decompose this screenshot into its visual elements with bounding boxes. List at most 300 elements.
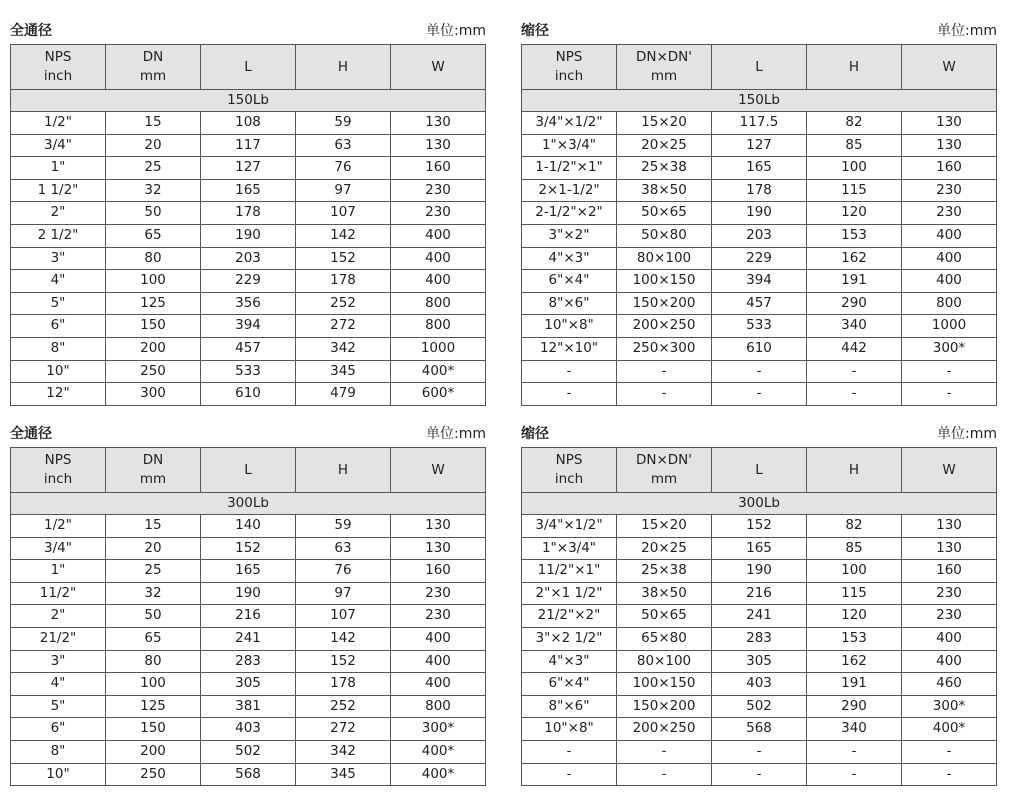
table-row <box>522 157 997 180</box>
header-row <box>522 45 997 90</box>
cell-l: 190 <box>201 224 296 247</box>
cell-h: - <box>807 740 902 763</box>
cell-l: 283 <box>201 650 296 673</box>
cell-w: 400 <box>391 627 486 650</box>
cell-nps: 3/4"×1/2" <box>522 112 617 135</box>
header-line-1: DN×DN' <box>635 49 692 65</box>
cell-dn: 32 <box>106 179 201 202</box>
cell-h: 100 <box>807 157 902 180</box>
header-line-1: L <box>244 58 252 75</box>
cell-l: 216 <box>712 582 807 605</box>
cell-l: 178 <box>712 179 807 202</box>
cell-l: 140 <box>201 515 296 538</box>
table-row <box>11 740 486 763</box>
cell-h: 162 <box>807 247 902 270</box>
cell-nps: 4" <box>11 270 106 293</box>
cell-dn: - <box>617 740 712 763</box>
cell-w: 400* <box>391 763 486 786</box>
cell-dn: 38×50 <box>617 179 712 202</box>
table-row <box>522 360 997 383</box>
table-row <box>11 270 486 293</box>
table-row <box>11 673 486 696</box>
cell-nps: 3"×2 1/2" <box>522 627 617 650</box>
cell-w: 400* <box>902 718 997 741</box>
cell-h: 142 <box>296 627 391 650</box>
cell-dn: 125 <box>106 695 201 718</box>
cell-dn: 80×100 <box>617 247 712 270</box>
cell-nps: 6" <box>11 718 106 741</box>
cell-h: 153 <box>807 627 902 650</box>
table-row <box>11 560 486 583</box>
cell-nps: 2 1/2" <box>11 224 106 247</box>
cell-nps: 1" <box>11 157 106 180</box>
reduced-bore-150lb-section <box>521 20 997 402</box>
header-line-2: inch <box>554 471 584 487</box>
cell-h: 345 <box>296 360 391 383</box>
cell-l: 190 <box>712 560 807 583</box>
cell-dn: 50×65 <box>617 605 712 628</box>
cell-l: 165 <box>201 560 296 583</box>
cell-nps: 3/4" <box>11 134 106 157</box>
cell-w: 230 <box>902 605 997 628</box>
cell-dn: 25×38 <box>617 560 712 583</box>
cell-nps: 1-1/2"×1" <box>522 157 617 180</box>
cell-nps: 5" <box>11 695 106 718</box>
cell-w: 400 <box>391 247 486 270</box>
cell-l: 394 <box>201 315 296 338</box>
cell-h: 442 <box>807 337 902 360</box>
full-bore-300lb-section <box>10 423 486 782</box>
spec-table <box>10 44 486 406</box>
table-row <box>522 605 997 628</box>
cell-h: - <box>807 763 902 786</box>
cell-dn: 20×25 <box>617 537 712 560</box>
table-row <box>522 112 997 135</box>
cell-nps: 6"×4" <box>522 673 617 696</box>
cell-h: 107 <box>296 605 391 628</box>
cell-dn: 15×20 <box>617 112 712 135</box>
section-title: 缩径 <box>521 426 549 442</box>
spec-table <box>521 44 997 406</box>
cell-l: 403 <box>712 673 807 696</box>
cell-h: 479 <box>296 383 391 406</box>
section-title: 全通径 <box>10 426 52 442</box>
cell-h: 178 <box>296 270 391 293</box>
header-row <box>11 45 486 90</box>
cell-l: 568 <box>712 718 807 741</box>
cell-w: 800 <box>391 315 486 338</box>
cell-nps: - <box>522 740 617 763</box>
cell-dn: 50×80 <box>617 224 712 247</box>
cell-dn: 250×300 <box>617 337 712 360</box>
cell-nps: 5" <box>11 292 106 315</box>
cell-dn: 25 <box>106 157 201 180</box>
column-header-h <box>807 45 902 90</box>
column-header-dn <box>617 45 712 90</box>
cell-h: 252 <box>296 292 391 315</box>
cell-w: 160 <box>391 157 486 180</box>
header-line-1: W <box>431 58 445 75</box>
cell-h: 100 <box>807 560 902 583</box>
column-header-h <box>296 45 391 90</box>
cell-w: 130 <box>391 134 486 157</box>
cell-nps: 3" <box>11 247 106 270</box>
cell-dn: 250 <box>106 763 201 786</box>
column-header-dn <box>106 45 201 90</box>
cell-nps: 10" <box>11 360 106 383</box>
cell-dn: 200×250 <box>617 718 712 741</box>
cell-l: 152 <box>201 537 296 560</box>
table-row <box>11 360 486 383</box>
cell-nps: 11/2"×1" <box>522 560 617 583</box>
cell-h: 63 <box>296 537 391 560</box>
table-row <box>11 763 486 786</box>
pressure-class-label: 300Lb <box>522 493 997 515</box>
table-row <box>11 157 486 180</box>
cell-nps: 12"×10" <box>522 337 617 360</box>
cell-dn: 100×150 <box>617 673 712 696</box>
table-row <box>11 537 486 560</box>
cell-w: 130 <box>902 112 997 135</box>
cell-l: 229 <box>712 247 807 270</box>
cell-dn: 250 <box>106 360 201 383</box>
table-row <box>522 650 997 673</box>
cell-w: 130 <box>391 112 486 135</box>
cell-w: 130 <box>391 537 486 560</box>
cell-w: 230 <box>391 179 486 202</box>
cell-h: 342 <box>296 337 391 360</box>
cell-nps: 2" <box>11 202 106 225</box>
cell-dn: 150×200 <box>617 695 712 718</box>
cell-l: 502 <box>712 695 807 718</box>
unit-label: 单位:mm <box>937 426 997 442</box>
cell-w: 130 <box>902 515 997 538</box>
cell-h: 120 <box>807 202 902 225</box>
cell-nps: 2-1/2"×2" <box>522 202 617 225</box>
cell-l: 165 <box>712 157 807 180</box>
cell-h: - <box>807 383 902 406</box>
cell-dn: 25×38 <box>617 157 712 180</box>
table-row <box>11 650 486 673</box>
cell-h: 115 <box>807 179 902 202</box>
table-row <box>522 202 997 225</box>
cell-w: 130 <box>391 515 486 538</box>
table-row <box>522 134 997 157</box>
cell-nps: - <box>522 763 617 786</box>
header-line-1: H <box>337 58 349 75</box>
cell-l: - <box>712 360 807 383</box>
cell-l: 165 <box>712 537 807 560</box>
cell-l: 457 <box>712 292 807 315</box>
column-header-h <box>807 448 902 493</box>
table-row <box>522 582 997 605</box>
pressure-class-label: 150Lb <box>522 90 997 112</box>
cell-nps: 1 1/2" <box>11 179 106 202</box>
cell-l: 216 <box>201 605 296 628</box>
cell-h: 162 <box>807 650 902 673</box>
table-row <box>11 202 486 225</box>
cell-dn: 65 <box>106 627 201 650</box>
cell-w: 300* <box>902 695 997 718</box>
cell-h: 97 <box>296 179 391 202</box>
cell-h: 340 <box>807 315 902 338</box>
cell-dn: 150×200 <box>617 292 712 315</box>
cell-w: 400 <box>902 224 997 247</box>
cell-w: 230 <box>391 605 486 628</box>
cell-nps: 1/2" <box>11 112 106 135</box>
table-row <box>11 112 486 135</box>
cell-h: 290 <box>807 695 902 718</box>
header-line-1: W <box>431 461 445 478</box>
header-line-2: mm <box>139 68 167 84</box>
column-header-nps <box>522 45 617 90</box>
table-row <box>11 247 486 270</box>
cell-w: - <box>902 763 997 786</box>
header-line-1: W <box>942 461 956 478</box>
header-line-1: L <box>755 461 763 478</box>
cell-h: 340 <box>807 718 902 741</box>
cell-nps: 2"×1 1/2" <box>522 582 617 605</box>
header-line-1: L <box>244 461 252 478</box>
cell-w: 230 <box>902 179 997 202</box>
header-line-1: DN <box>142 49 164 65</box>
table-row <box>522 673 997 696</box>
cell-w: 400 <box>902 650 997 673</box>
table-row <box>522 224 997 247</box>
cell-w: 160 <box>902 157 997 180</box>
cell-l: 381 <box>201 695 296 718</box>
cell-dn: - <box>617 763 712 786</box>
column-header-l <box>712 448 807 493</box>
cell-h: 178 <box>296 673 391 696</box>
cell-w: 400 <box>391 650 486 673</box>
cell-nps: 3/4"×1/2" <box>522 515 617 538</box>
cell-l: 108 <box>201 112 296 135</box>
header-line-1: H <box>337 461 349 478</box>
pressure-class-label: 150Lb <box>11 90 486 112</box>
cell-dn: - <box>617 360 712 383</box>
cell-nps: 10" <box>11 763 106 786</box>
pressure-class-row <box>522 90 997 112</box>
cell-h: 252 <box>296 695 391 718</box>
cell-dn: 100 <box>106 673 201 696</box>
cell-l: 203 <box>712 224 807 247</box>
cell-l: 127 <box>712 134 807 157</box>
table-row <box>11 695 486 718</box>
cell-dn: 15 <box>106 515 201 538</box>
table-row <box>522 763 997 786</box>
cell-l: 127 <box>201 157 296 180</box>
cell-dn: 150 <box>106 315 201 338</box>
cell-h: 85 <box>807 537 902 560</box>
cell-l: 283 <box>712 627 807 650</box>
column-header-dn <box>106 448 201 493</box>
table-row <box>11 718 486 741</box>
cell-nps: 4"×3" <box>522 247 617 270</box>
table-row <box>522 247 997 270</box>
cell-nps: 21/2"×2" <box>522 605 617 628</box>
cell-w: 400* <box>391 740 486 763</box>
cell-w: 800 <box>902 292 997 315</box>
cell-nps: 1"×3/4" <box>522 134 617 157</box>
cell-dn: 20 <box>106 134 201 157</box>
cell-dn: 25 <box>106 560 201 583</box>
cell-dn: 65×80 <box>617 627 712 650</box>
cell-l: - <box>712 763 807 786</box>
column-header-w <box>391 45 486 90</box>
column-header-l <box>201 448 296 493</box>
header-line-1: DN <box>142 452 164 468</box>
header-line-1: H <box>848 58 860 75</box>
cell-h: 120 <box>807 605 902 628</box>
cell-nps: 4"×3" <box>522 650 617 673</box>
cell-dn: 32 <box>106 582 201 605</box>
cell-w: 400 <box>902 247 997 270</box>
cell-h: 152 <box>296 650 391 673</box>
cell-w: 460 <box>902 673 997 696</box>
table-row <box>11 515 486 538</box>
unit-label: 单位:mm <box>426 426 486 442</box>
cell-l: 457 <box>201 337 296 360</box>
section-title: 全通径 <box>10 23 52 39</box>
cell-h: 59 <box>296 515 391 538</box>
cell-nps: 8" <box>11 740 106 763</box>
cell-nps: 3" <box>11 650 106 673</box>
cell-h: 97 <box>296 582 391 605</box>
cell-l: 568 <box>201 763 296 786</box>
cell-l: 178 <box>201 202 296 225</box>
cell-l: 190 <box>712 202 807 225</box>
cell-dn: 200 <box>106 740 201 763</box>
cell-h: 142 <box>296 224 391 247</box>
cell-h: 82 <box>807 112 902 135</box>
cell-w: 400 <box>902 627 997 650</box>
cell-w: 300* <box>391 718 486 741</box>
table-row <box>11 605 486 628</box>
pressure-class-row <box>11 493 486 515</box>
cell-nps: 10"×8" <box>522 315 617 338</box>
cell-dn: 50 <box>106 202 201 225</box>
table-row <box>11 337 486 360</box>
table-row <box>522 537 997 560</box>
header-line-1: NPS <box>555 452 583 468</box>
cell-w: 130 <box>902 134 997 157</box>
table-row <box>522 560 997 583</box>
cell-w: 230 <box>902 202 997 225</box>
header-line-2: mm <box>139 471 167 487</box>
cell-l: 403 <box>201 718 296 741</box>
cell-nps: 2×1-1/2" <box>522 179 617 202</box>
column-header-nps <box>522 448 617 493</box>
cell-w: 1000 <box>391 337 486 360</box>
cell-w: 600* <box>391 383 486 406</box>
cell-nps: 8"×6" <box>522 695 617 718</box>
cell-h: 59 <box>296 112 391 135</box>
table-row <box>11 134 486 157</box>
cell-l: 533 <box>712 315 807 338</box>
full-bore-150lb-section <box>10 20 486 402</box>
table-row <box>11 224 486 247</box>
cell-dn: 38×50 <box>617 582 712 605</box>
header-line-1: NPS <box>555 49 583 65</box>
cell-dn: 150 <box>106 718 201 741</box>
cell-nps: 11/2" <box>11 582 106 605</box>
cell-dn: 15×20 <box>617 515 712 538</box>
column-header-l <box>712 45 807 90</box>
cell-w: - <box>902 360 997 383</box>
column-header-dn <box>617 448 712 493</box>
table-row <box>11 292 486 315</box>
cell-nps: 1/2" <box>11 515 106 538</box>
cell-nps: 2" <box>11 605 106 628</box>
cell-w: 1000 <box>902 315 997 338</box>
cell-dn: 100×150 <box>617 270 712 293</box>
cell-h: 76 <box>296 560 391 583</box>
cell-nps: 21/2" <box>11 627 106 650</box>
cell-nps: 6"×4" <box>522 270 617 293</box>
pressure-class-row <box>11 90 486 112</box>
cell-nps: 10"×8" <box>522 718 617 741</box>
cell-dn: 80 <box>106 247 201 270</box>
header-row <box>11 448 486 493</box>
cell-h: 345 <box>296 763 391 786</box>
cell-dn: 300 <box>106 383 201 406</box>
cell-dn: - <box>617 383 712 406</box>
cell-dn: 20×25 <box>617 134 712 157</box>
cell-dn: 80 <box>106 650 201 673</box>
cell-w: 130 <box>902 537 997 560</box>
cell-l: 502 <box>201 740 296 763</box>
table-row <box>522 179 997 202</box>
cell-dn: 200 <box>106 337 201 360</box>
cell-h: 191 <box>807 673 902 696</box>
pressure-class-row <box>522 493 997 515</box>
unit-label: 单位:mm <box>937 23 997 39</box>
spec-table <box>10 447 486 786</box>
cell-h: 272 <box>296 718 391 741</box>
cell-l: 356 <box>201 292 296 315</box>
cell-h: 85 <box>807 134 902 157</box>
table-row <box>522 718 997 741</box>
header-line-2: inch <box>43 68 73 84</box>
table-row <box>11 179 486 202</box>
table-row <box>11 627 486 650</box>
column-header-nps <box>11 448 106 493</box>
cell-h: 191 <box>807 270 902 293</box>
table-row <box>522 337 997 360</box>
header-line-1: W <box>942 58 956 75</box>
header-row <box>522 448 997 493</box>
cell-l: 190 <box>201 582 296 605</box>
table-row <box>522 627 997 650</box>
cell-dn: 200×250 <box>617 315 712 338</box>
header-line-1: NPS <box>44 49 72 65</box>
cell-dn: 15 <box>106 112 201 135</box>
header-line-2: mm <box>650 68 678 84</box>
cell-l: 305 <box>712 650 807 673</box>
cell-h: 290 <box>807 292 902 315</box>
cell-l: 229 <box>201 270 296 293</box>
cell-l: 203 <box>201 247 296 270</box>
cell-nps: 1"×3/4" <box>522 537 617 560</box>
table-row <box>522 292 997 315</box>
cell-w: 400 <box>391 224 486 247</box>
cell-h: 76 <box>296 157 391 180</box>
header-line-2: mm <box>650 471 678 487</box>
table-row <box>11 383 486 406</box>
cell-dn: 20 <box>106 537 201 560</box>
cell-w: 230 <box>391 202 486 225</box>
